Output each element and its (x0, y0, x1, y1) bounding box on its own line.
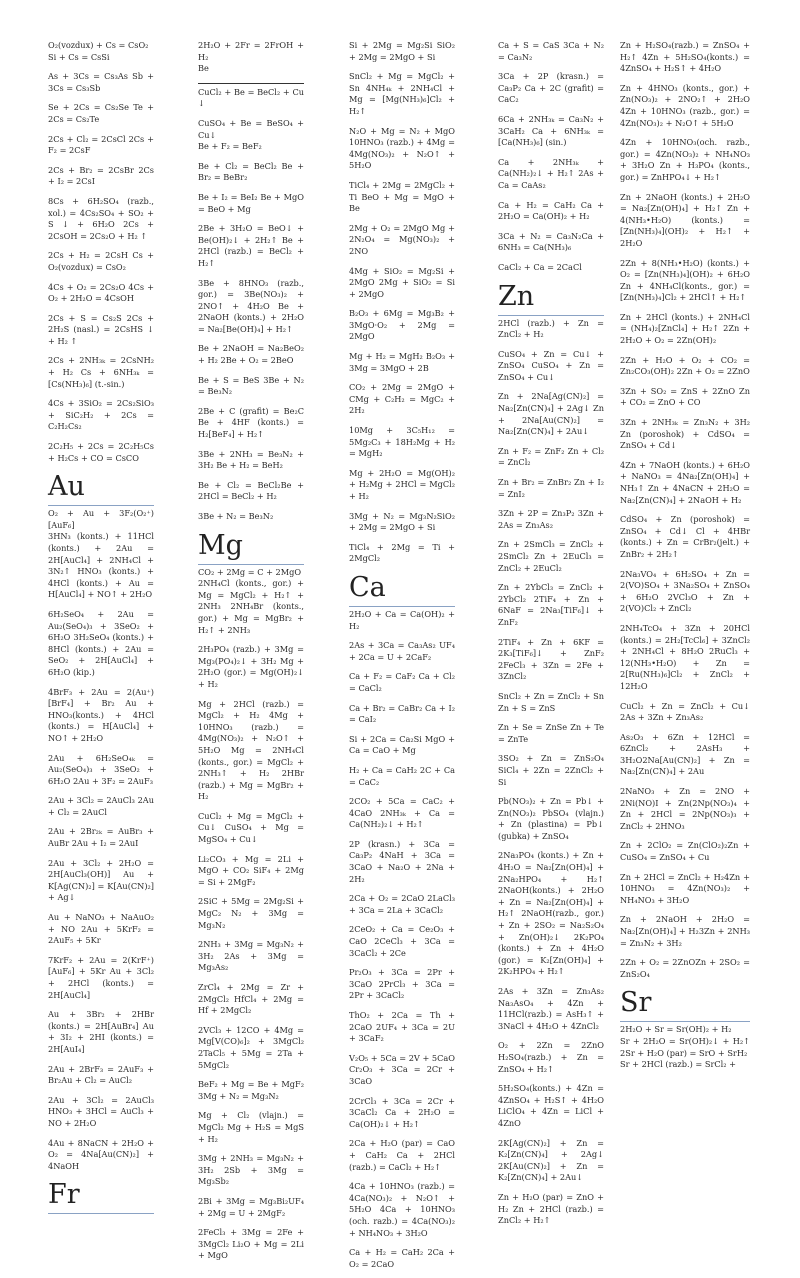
reaction-block: Zn + 2YbCl₃ = ZnCl₂ + 2YbCl₂ 2TiF₄ + Zn + 6NaF = 2Na₃[TiF₆]↓ + ZnF₂ (498, 582, 604, 627)
reaction-block: Ca + H₂ = CaH₂ 2Ca + O₂ = 2CaO (349, 1247, 455, 1269)
reaction-block: 3Mg + 2NH₃ = Mg₃N₂ + 3H₂ 2Sb + 3Mg = Mg₃Sb₂ (198, 1153, 304, 1187)
reaction-block: Pr₂O₃ + 3Ca = 2Pr + 3CaO 2PrCl₃ + 3Ca = 2Pr + 3CaCl₂ (349, 967, 455, 1001)
reaction-block: Mg + Cl₂ (vlajn.) = MgCl₂ Mg + H₂S = MgS + H₂ (198, 1110, 304, 1144)
reaction-block: BeF₂ + Mg = Be + MgF₂ 3Mg + N₂ = Mg₃N₂ (198, 1079, 304, 1101)
reaction-block: Pb(NO₃)₂ + Zn = Pb↓ + Zn(NO₃)₂ PbSO₄ (vlajn.) + Zn (plastina) = Pb↓ (gubka) + ZnSO₄ (498, 796, 604, 841)
reaction-block: 2Ca + H₂O (par) = CaO + CaH₂ Ca + 2HCl (razb.) = CaCl₂ + H₂↑ (349, 1138, 455, 1172)
reaction-block: CO₂ + 2Mg = C + 2MgO 2NH₄Cl (konts., gor.) + Mg = MgCl₂ + H₂↑ + 2NH₃ 2NH₄Br (konts., gor.) + Mg = MgBr₂ + H₂↑ + 2NH₃ (198, 566, 304, 635)
reaction-block: Se + 2Cs = Cs₂Se Te + 2Cs = Cs₂Te (48, 102, 154, 124)
reaction-block: Ca + 2NH₃ₖ + Ca(NH₂)₂↓ + H₂↑ 2As + Ca = CaAs₂ (498, 156, 604, 190)
reaction-block: B₂O₃ + 6Mg = Mg₃B₂ + 3MgO·O₂ + 2Mg = 2MgO (349, 308, 455, 342)
zinc-reactions-continued (620, 40, 750, 980)
reaction-block: Zn + H₂O (par) = ZnO + H₂ Zn + 2HCl (razb.) = ZnCl₂ + H₂↑ (498, 1191, 604, 1226)
reaction-block: Ca + S = CaS 3Ca + N₂ = Ca₃N₂ (498, 40, 604, 62)
reaction-block: Be + S = BeS 3Be + N₂ = Be₃N₂ (198, 374, 304, 397)
reaction-block: Ca + F₂ = CaF₂ Ca + Cl₂ = CaCl₂ (349, 671, 455, 693)
reaction-block: 2H₂O + 2Fr = 2FrOH + H₂ Be (198, 40, 304, 74)
column-2 (198, 40, 304, 1270)
reaction-block: 2FeCl₃ + 3Mg = 2Fe + 3MgCl₂ Li₂O + Mg = 2Li + MgO (198, 1227, 304, 1261)
reaction-block: 2As + 3Zn = Zn₃As₂ Na₃AsO₄ + 4Zn + 11HCl(razb.) = AsH₃↑ + 3NaCl + 4H₂O + 4ZnCl₂ (498, 986, 604, 1031)
reaction-block: Be + Cl₂ = BeCl₂Be + 2HCl = BeCl₂ + H₂ (198, 479, 304, 502)
reaction-block: 2Au + 3Cl₂ + 2H₂O = 2H[AuCl₃(OH)] Au + K[Ag(CN)₂] = K[Au(CN)₂] + Ag↓ (48, 857, 154, 903)
reaction-block: Be + I₂ = BeI₂ Be + MgO = BeO + Mg (198, 191, 304, 214)
reaction-block: 7KrF₂ + 2Au = 2(KrF⁺)[AuF₆] + 5Kr Au + 3Cl₂ + 2HCl (konts.) = 2H[AuCl₄] (48, 954, 154, 1000)
reaction-block: ThO₂ + 2Ca = Th + 2CaO 2UF₄ + 3Ca = 2U + 3CaF₂ (349, 1010, 455, 1044)
reaction-block: 3Zn + SO₂ = ZnS + 2ZnO Zn + CO₂ = ZnO + CO (620, 385, 750, 408)
reaction-block: 2Cs + Br₂ = 2CsBr 2Cs + I₂ = 2CsI (48, 164, 154, 187)
reaction-block: 10Mg + 3C₅H₁₂ = 5Mg₂C₃ + 18H₂Mg + H₂ = MgH₂ (349, 425, 455, 459)
reaction-block: CO₂ + 2Mg = 2MgO + CMg + C₂H₂ = MgC₂ + 2H₂ (349, 382, 455, 416)
reaction-block: 3Be + N₂ = Be₃N₂ (198, 511, 274, 521)
reaction-block: Zn + 2NaOH (konts.) + 2H₂O = Na₂[Zn(OH)₄] + H₂↑ Zn + 4(NH₃•H₂O) (konts.) = [Zn(NH₃)₄](OH)₂ + H₂↑ + 2H₂O (620, 191, 750, 248)
reaction-block: V₂O₅ + 5Ca = 2V + 5CaO Cr₂O₃ + 3Ca = 2Cr + 3CaO (349, 1052, 455, 1086)
reaction-block: 2Cs + S = Cs₂S 2Cs + 2H₂S (nasl.) = 2CsHS ↓ + H₂ ↑ (48, 312, 154, 346)
reaction-block: 2K[Ag(CN)₂] + Zn = K₂[Zn(CN)₄] + 2Ag↓ 2K[Au(CN)₂] + Zn = K₂[Zn(CN)₄] + 2Au↓ (498, 1137, 604, 1183)
reaction-block: 2NaNO₃ + Zn = 2NO + 2Ni(NO)I + Zn(2Np(NO₃)₄ + Zn + 2HCl = 2Np(NO₃)₃ + ZnCl₂ + 2HNO₃ (620, 786, 750, 831)
strontium-reactions (620, 1024, 750, 1070)
reaction-block: CuSO₄ + Be = BeSO₄ + Cu↓ Be + F₂ = BeF₂ (198, 117, 304, 152)
reaction-block: 3SO₂ + Zn = ZnS₂O₄ SiCl₄ + 2Zn = 2ZnCl₂ + Si (498, 753, 604, 787)
reaction-block: Li₂CO₃ + Mg = 2Li + MgO + CO₂ SiF₄ + 2Mg = Si + 2MgF₂ (198, 853, 304, 887)
reaction-block: 2Cs + H₂ = 2CsH Cs + O₂(vozdux) = CsO₂ (48, 250, 154, 272)
calcium-reactions (349, 609, 455, 1270)
column-4 (498, 40, 604, 1235)
reaction-block: 2NH₄TcO₄ + 3Zn + 20HCl (konts.) = 2H₂[TcCl₆] + 3ZnCl₂ + 2NH₄Cl + 8H₂O 2RuCl₃ + 12(NH₃•H₂O) + Zn = 2[Ru(NH₃)₆]Cl₂ + ZnCl₂ + 12H₂O (620, 622, 750, 691)
reaction-block: O₂ + Au + 3F₂(O₂⁺)[AuF₆] 3HN₃ (konts.) + 11HCl (konts.) + 2Au = 2H[AuCl₄] + 2NH₄Cl + 3N₂↑ HNO₃ (konts.) + 4HCl (konts.) + Au = H[AuCl₄] + NO↑ + 2H₂O (48, 508, 154, 600)
reaction-block: Zn + 2NaOH + 2H₂O = Na₂[Zn(OH)₄] + H₂3Zn + 2NH₃ = Zn₃N₂ + 3H₂ (620, 914, 750, 948)
element-heading-fr: Fr (48, 1180, 154, 1214)
reaction-block: 2C₂H₅ + 2Cs = 2C₂H₅Cs + H₂Cs + CO = CsCO (48, 441, 154, 463)
reaction-block: O₂(vozdux) + Cs = CsO₂ Si + Cs = CsSi (48, 40, 149, 62)
reaction-block: 2Cs + 2NH₃ₖ = 2CsNH₂ + H₂ Cs + 6NH₃ₖ = [Cs(NH₃)₆] (t.-sin.) (48, 355, 154, 389)
reaction-block: Zn + Se = ZnSe Zn + Te = ZnTe (498, 722, 604, 744)
reaction-block: O₂ + 2Zn = 2ZnO H₂SO₄(razb.) + Zn = ZnSO₄ + H₂↑ (498, 1040, 604, 1074)
reaction-block: 4Zn + 7NaOH (konts.) + 6H₂O + NaNO₃ = 4Na₂[Zn(OH)₄] + NH₃↑ Zn + 4NaCN + 2H₂O = Na₂[Zn(CN)₄] + 2NaOH + H₂ (620, 459, 750, 505)
reaction-block: Zn + 4HNO₃ (konts., gor.) + Zn(NO₃)₂ + 2NO₂↑ + 2H₂O 4Zn + 10HNO₃ (razb., gor.) = 4Zn(NO₃)₂ + N₂O↑ + 5H₂O (620, 82, 750, 128)
column-3 (349, 40, 455, 1278)
reaction-block: 2H₂O + Ca = Ca(OH)₂ + H₂ (349, 608, 455, 631)
beryllium-reactions (198, 83, 304, 523)
reaction-block: 4Mg + SiO₂ = Mg₂Si + 2MgO 2Mg + SiO₂ = Si + 2MgO (349, 265, 455, 299)
reaction-block: Si + 2Ca = Ca₂Si MgO + Ca = CaO + Mg (349, 733, 455, 756)
reaction-block: As + 3Cs = Cs₃As Sb + 3Cs = Cs₃Sb (48, 71, 154, 93)
reaction-block: 2Zn + 8(NH₃•H₂O) (konts.) + O₂ = [Zn(NH₃)₄](OH)₂ + 6H₂O Zn + 4NH₄Cl(konts., gor.) = [Zn(NH₃)₄]Cl₂ + 2HCl↑ + H₂↑ (620, 257, 750, 303)
reaction-block: 2Na₃PO₄ (konts.) + Zn + 4H₂O = Na₂[Zn(OH)₄] + 2Na₂HPO₄ + H₂↑ 2NaOH(konts.) + 2H₂O + Zn = Na₂[Zn(OH)₄] + H₂↑ 2NaOH(razb., gor.) + Zn + 2SO₂ = Na₂S₂O₄ + Zn(OH)₂↓ 2K₂PO₄ (konts.) + Zn + 4H₂O (gor.) = K₂[Zn(OH)₄] + 2K₂HPO₄ + H₂↑ (498, 850, 604, 977)
reaction-block: 2TiF₄ + Zn + 6KF = 2K₃[TiF₆]↓ + ZnF₂ 2FeCl₃ + 3Zn = 2Fe + 3ZnCl₂ (498, 636, 604, 682)
reaction-block: Zn + 2ClO₂ = Zn(ClO₂)₂Zn + CuSO₄ = ZnSO₄ + Cu (620, 840, 750, 863)
reaction-block: 2CrCl₃ + 3Ca = 2Cr + 3CaCl₂ Ca + 2H₂O = Ca(OH)₂↓ + H₂↑ (349, 1095, 455, 1129)
reaction-block: 2HCl (razb.) + Zn = ZnCl₂ + H₂ (498, 317, 604, 340)
reaction-block: 6H₂SeO₄ + 2Au = Au₂(SeO₄)₃ + 3SeO₂ + 6H₂O 3H₂SeO₄ (konts.) + 8HCl (konts.) + 2Au = SeO₂ + 2H[AuCl₄] + 6H₂O (kip.) (48, 608, 154, 677)
reaction-block: 3Ca + N₂ = Ca₃N₂Ca + 6NH₃ = Ca(NH₃)₆ (498, 230, 604, 253)
reaction-block: 2Au + 6H₂SeO₄ₖ = Au₂(SeO₄)₃ + 3SeO₂ + 6H₂O 2Au + 3F₂ = 2AuF₃ (48, 752, 154, 786)
reaction-block: 2CeO₂ + Ca = Ce₂O₃ + CaO 2CeCl₃ + 3Ca = 3CaCl₂ + 2Ce (349, 924, 455, 958)
reaction-block: 2H₂O + Sr = Sr(OH)₂ + H₂ Sr + 2H₂O = Sr(OH)₂↓ + H₂↑ 2Sr + H₂O (par) = SrO + SrH₂ Sr + 2HCl (razb.) = SrCl₂ + (620, 1024, 750, 1070)
reaction-block: SnCl₂ + Zn = ZnCl₂ + Sn Zn + S = ZnS (498, 690, 604, 713)
element-heading-au: Au (48, 472, 154, 506)
reaction-block: 2Au + 3Cl₂ = 2AuCl₃ 2Au + Cl₂ = 2AuCl (48, 795, 154, 817)
reaction-block: Au + NaNO₃ + NaAuO₂ + NO 2Au + 5KrF₂ = 2AuF₅ + 5Kr (48, 912, 154, 946)
reaction-block: 4Au + 8NaCN + 2H₂O + O₂ = 4Na[Au(CN)₂] + 4NaOH (48, 1137, 154, 1171)
reaction-block: 3Be + 2NH₃ = Be₃N₂ + 3H₂ Be + H₂ = BeH₂ (198, 448, 304, 471)
reaction-block: 3Mg + N₂ = Mg₃N₂SiO₂ + 2Mg = 2MgO + Si (349, 510, 455, 533)
reaction-block: TiCl₄ + 2Mg = 2MgCl₂ + Ti BeO + Mg = MgO + Be (349, 179, 455, 214)
reaction-block: Be + 2NaOH = Na₂BeO₂ + H₂ 2Be + O₂ = 2BeO (198, 343, 304, 366)
reaction-block: 2H₃PO₄ (razb.) + 3Mg = Mg₃(PO₄)₂↓ + 3H₂ Mg + 2H₂O (gor.) = Mg(OH)₂↓ + H₂ (198, 644, 304, 689)
reaction-block: 6Ca + 2NH₃ₖ = Ca₃N₂ + 3CaH₂ Ca + 6NH₃ₖ = [Ca(NH₃)₆] (sin.) (498, 113, 604, 148)
reaction-block: CuCl₂ + Be = BeCl₂ + Cu ↓ (198, 86, 304, 109)
reaction-block: 4Ca + 10HNO₃ (razb.) = 4Ca(NO₃)₂ + N₂O↑ + 5H₂O 4Ca + 10HNO₃ (och. razb.) = 4Ca(NO₃)₂ + NH₄NO₃ + 3H₂O (349, 1181, 455, 1238)
reaction-block: Ca + H₂ = CaH₂ Ca + 2H₂O = Ca(OH)₂ + H₂ (498, 199, 604, 222)
element-heading-zn: Zn (498, 282, 604, 316)
reaction-block: 2Au + 2BrF₃ = 2AuF₃ + Br₂Au + Cl₂ = AuCl₂ (48, 1063, 154, 1086)
reaction-block: CdSO₄ + Zn (poroshok) = ZnSO₄ + Cd↓ Cl + 4HBr (konts.) + Zn = CrBr₂(jelt.) + ZnBr₂ + 2H₂↑ (620, 514, 750, 559)
reaction-block: Au + 3Br₂ + 2HBr (konts.) = 2H[AuBr₄] Au + 3I₂ + 2HI (konts.) = 2H[AuI₄] (48, 1009, 154, 1054)
reaction-block: Si + 2Mg = Mg₂Si SiO₂ + 2Mg = 2MgO + Si (349, 40, 455, 62)
gold-reactions (48, 508, 154, 1172)
reaction-block: Mg + H₂ = MgH₂ B₂O₃ + 3Mg = 3MgO + 2B (349, 351, 455, 373)
element-heading-mg: Mg (198, 531, 304, 565)
reaction-block: 2Mg + O₂ = 2MgO Mg + 2N₂O₄ = Mg(NO₃)₂ + 2NO (349, 222, 455, 256)
reaction-block: CuCl₂ + Zn = ZnCl₂ + Cu↓ 2As + 3Zn + Zn₃As₂ (620, 700, 750, 723)
column-1 (48, 40, 154, 1216)
reaction-block: As₂O₃ + 6Zn + 12HCl = 6ZnCl₂ + 2AsH₃ + 3H₂O2Na[Au(CN)₂] + Zn = Na₂[Zn(CN)₄] + 2Au (620, 731, 750, 777)
reaction-block: 2Zn + H₂O + O₂ + CO₂ = Zn₂CO₃(OH)₂ 2Zn + O₂ = 2ZnO (620, 354, 750, 377)
reaction-block: ZrCl₄ + 2Mg = Zr + 2MgCl₂ HfCl₄ + 2Mg = Hf + 2MgCl₂ (198, 982, 304, 1016)
reaction-block: 3Be + 8HNO₃ (razb., gor.) = 3Be(NO₃)₂ + 2NO↑ + 4H₂O Be + 2NaOH (konts.) + 2H₂O = Na₂[Be(OH)₄] + H₂↑ (198, 277, 304, 334)
reaction-block: 5H₂SO₄(konts.) + 4Zn = 4ZnSO₄ + H₂S↑ + 4H₂O LiClO₄ + 4Zn = LiCl + 4ZnO (498, 1083, 604, 1128)
reaction-block: 3Ca + 2P (krasn.) = Ca₃P₂ Ca + 2C (grafit) = CaC₂ (498, 71, 604, 105)
reaction-block: 4Cs + 3SiO₂ = 2Cs₂SiO₃ + SiC₂H₂ + 2Cs = C₂H₂Cs₂ (48, 398, 154, 432)
reaction-block: CuSO₄ + Zn = Cu↓ + ZnSO₄ CuSO₄ + Zn = ZnSO₄ + Cu↓ (498, 348, 604, 382)
reaction-block: Zn + 2HCl = ZnCl₂ + H₂4Zn + 10HNO₃ = 4Zn(NO₃)₂ + NH₄NO₃ + 3H₂O (620, 871, 750, 905)
reaction-block: 4BrF₃ + 2Au = 2(Au⁺)[BrF₄] + Br₂ Au + HNO₃(konts.) + 4HCl (konts.) = H[AuCl₄] + NO↑ + 2H₂O (48, 686, 154, 743)
element-heading-sr: Sr (620, 988, 750, 1022)
reaction-block: 2NH₃ + 3Mg = Mg₃N₂ + 3H₂ 2As + 3Mg = Mg₃As₂ (198, 939, 304, 973)
reaction-block: 2Na₃VO₄ + 6H₂SO₄ + Zn = 2(VO)SO₄ + 3Na₂SO₄ + ZnSO₄ + 6H₂O 2VCl₃O + Zn + 2(VO)Cl₂ + ZnCl₂ (620, 568, 750, 614)
reaction-block: 2SiC + 5Mg = 2Mg₂Si + MgC₂ N₂ + 3Mg = Mg₃N₂ (198, 896, 304, 930)
reaction-block: Zn + 2HCl (konts.) + 2NH₄Cl = (NH₄)₂[ZnCl₄] + H₂↑ 2Zn + 2H₂O + O₂ = 2Zn(OH)₂ (620, 311, 750, 346)
reaction-block: 2Au + 3Cl₂ = 2AuCl₃ HNO₃ + 3HCl = AuCl₃ + NO + 2H₂O (48, 1094, 154, 1128)
reaction-block: 2VCl₃ + 12CO + 4Mg = Mg[V(CO)₆]₂ + 3MgCl₂ 2TaCl₅ + 5Mg = 2Ta + 5MgCl₂ (198, 1024, 304, 1070)
reaction-block: Zn + 2Na[Ag(CN)₂] = Na₂[Zn(CN)₄] + 2Ag↓ Zn + 2Na[Au(CN)₂] = Na₂[Zn(CN)₄] + 2Au↓ (498, 391, 604, 437)
reaction-block: 2P (krasn.) + 3Ca = Ca₃P₂ 4NaH + 3Ca = 3CaO + Na₂O + 2Na + 2H₂ (349, 838, 455, 884)
reaction-block: 2Au + 2Br₂ₖ = AuBr₃ + AuBr 2Au + I₂ = 2AuI (48, 826, 154, 849)
reaction-block: TiCl₄ + 2Mg = Ti + 2MgCl₂ (349, 541, 455, 564)
reaction-block: H₂ + Ca = CaH₂ 2C + Ca = CaC₂ (349, 764, 455, 787)
reaction-block: 3Zn + 2P = Zn₃P₂ 3Zn + 2As = Zn₃As₂ (498, 508, 604, 530)
reaction-block: 2CO₂ + 5Ca = CaC₂ + 4CaO 2NH₃ₖ + Ca = Ca(NH₂)₂↓ + H₂↑ (349, 796, 455, 830)
reaction-block: 2Cs + Cl₂ = 2CsCl 2Cs + F₂ = 2CsF (48, 133, 154, 156)
reaction-block: N₂O + Mg = N₂ + MgO 10HNO₃ (razb.) + 4Mg = 4Mg(NO₃)₂ + N₂O↑ + 5H₂O (349, 125, 455, 171)
reaction-block: 3Zn + 2NH₃ₖ = Zn₃N₂ + 3H₂ Zn (poroshok) + CdSO₄ = ZnSO₄ + Cd↓ (620, 417, 750, 451)
column-5 (620, 40, 750, 1079)
reaction-block: 8Cs + 6H₂SO₄ (razb., xol.) = 4Cs₂SO₄ + SO₂ + S ↓ + 6H₂O 2Cs + 2CsOH = 2Cs₂O + H₂ ↑ (48, 195, 154, 241)
cesium-reactions (48, 40, 154, 464)
reaction-block: Zn + Br₂ = ZnBr₂ Zn + I₂ = ZnI₂ (498, 477, 604, 499)
reaction-block: SnCl₂ + Mg = MgCl₂ + Sn 4NH₄ₖ + 2NH₄Cl + Mg = [Mg(NH₃)₆]Cl₂ + H₂↑ (349, 71, 455, 116)
reaction-block: 2As + 3Ca = Ca₃As₂ UF₄ + 2Ca = U + 2CaF₂ (349, 640, 455, 662)
reaction-block: 2Bi + 3Mg = Mg₃Bi₂UF₄ + 2Mg = U + 2MgF₂ (198, 1195, 304, 1218)
magnesium-reactions (198, 567, 304, 1262)
reaction-block: CuCl₂ + Mg = MgCl₂ + Cu↓ CuSO₄ + Mg = MgSO₄ + Cu↓ (198, 810, 304, 845)
calcium-reactions-continued (498, 40, 604, 274)
reaction-block: 2Ca + O₂ = 2CaO 2LaCl₃ + 3Ca = 2La + 3CaCl₂ (349, 893, 455, 915)
reaction-block: Be + Cl₂ = BeCl₂ Be + Br₂ = BeBr₂ (198, 160, 304, 183)
zinc-reactions (498, 318, 604, 1227)
reaction-block: Ca + Br₂ = CaBr₂ Ca + I₂ = CaI₂ (349, 702, 455, 725)
reaction-block: Zn + 2SmCl₃ = ZnCl₂ + 2SmCl₂ Zn + 2EuCl₃ = ZnCl₂ + 2EuCl₂ (498, 539, 604, 573)
reaction-block: 2Be + C (grafit) = Be₂C Be + 4HF (konts.) = H₂[BeF₄] + H₂↑ (198, 405, 304, 440)
reaction-block: 2Zn + O₂ = 2ZnOZn + 2SO₂ = ZnS₂O₄ (620, 957, 750, 979)
reaction-block: 4Cs + O₂ = 2Cs₂O 4Cs + O₂ + 2H₂O = 4CsOH (48, 281, 154, 304)
reaction-block: Mg + 2H₂O = Mg(OH)₂ + H₂Mg + 2HCl = MgCl₂ + H₂ (349, 467, 455, 501)
reaction-block: 2Be + 3H₂O = BeO↓ + Be(OH)₂↓ + 2H₂↑ Be + 2HCl (razb.) = BeCl₂ + H₂↑ (198, 223, 304, 268)
reaction-block: 4Zn + 10HNO₃(och. razb., gor.) = 4Zn(NO₃)₂ + NH₄NO₃ + 3H₂O Zn + H₃PO₄ (konts., gor.) = ZnHPO₄↓ + H₂↑ (620, 137, 750, 182)
reaction-block: Zn + F₂ = ZnF₂ Zn + Cl₂ = ZnCl₂ (498, 445, 604, 468)
reaction-block: Zn + H₂SO₄(razb.) = ZnSO₄ + H₂↑ 4Zn + 5H₂SO₄(konts.) = 4ZnSO₄ + H₂S↑ + 4H₂O (620, 40, 750, 74)
reaction-block: CaCl₂ + Ca = 2CaCl (498, 261, 582, 272)
element-heading-ca: Ca (349, 573, 455, 607)
magnesium-reactions-continued (349, 40, 455, 565)
reaction-block: Mg + 2HCl (razb.) = MgCl₂ + H₂ 4Mg + 10HNO₃ (razb.) = 4Mg(NO₃)₂ + N₂O↑ + 5H₂O Mg = 2NH₄Cl (konts., gor.) = MgCl₂ + 2NH₃↑ + H₂ 2HBr (razb.) + Mg = MgBr₂ + H₂ (198, 698, 304, 802)
